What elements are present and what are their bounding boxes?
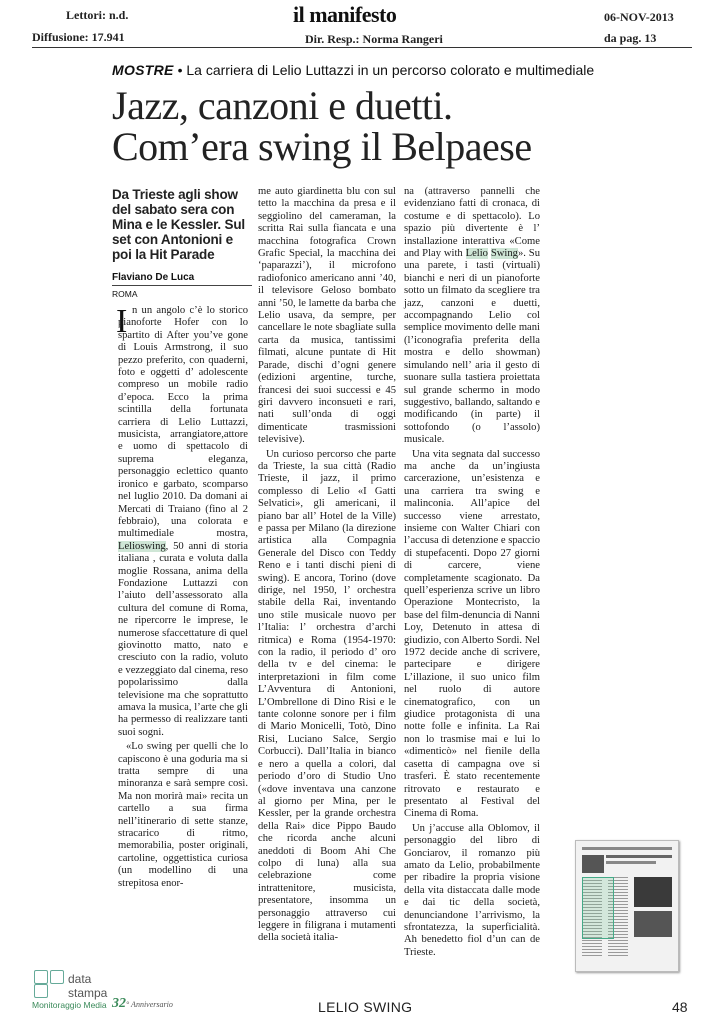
thumbnail-photo [634, 911, 672, 937]
paragraph: Una vita segnata dal successo ma anche da un’ingiusta carcerazione, un’esistenza e una carriera tra swing e malinconia. All’apice del successo viene arrestato, insieme con Walter Chiari con l’accusa di detenzione e spaccio di stupefacenti. Dopo 27 giorni di carcere, viene completamente scagionato. Da quell’esperienza scrive un libro Operazione Montecristo, la base del film-denuncia di Nanni Loy, Detenuto in attesa di giudizio, con Alberto Sordi. Nel 1972 decide anche di scrivere, partecipare e dirigere L’illazione, il suo unico film nel ruolo di autore cinematografico, con un giudice protagonista di una notte folle e infinita. La Rai non lo trasmise mai e lui lo «dimenticò» nel fienile della casetta di campagna ove si trasferì. È stato recentemente ritrovato e restaurato e presentato al Festival del Cinema di Roma. [404, 448, 540, 820]
article-column-3 [404, 186, 540, 959]
thumbnail-line [606, 855, 672, 858]
drop-cap: I [116, 303, 128, 340]
paragraph: n un angolo c’è lo storico pianoforte Hofer con lo spartito di After you’ve gone di Louis Armstrong, il suo pezzo preferito, con quaderni, foto e oggetti d’ adolescente compreso un mobile radio d’epoca. Ecco la prima scintilla della fortunata carriera di Lelio Luttazzi, musicista, arrangiatore,attore e uomo di spettacolo di suprema eleganza, personaggio eclettico quanto ironico e garbato, scomparso nel luglio 2010. Da domani ai Mercati di Traiano (fino al 2 febbraio), una colorata e multimediale mostra, Lelioswing, 50 anni di storia italiana , curata e voluta dalla moglie Rossana, anima della Fondazione Luttazzi con l’aiuto dell’assessorato alla cultura del comune di Roma, ne ripercorre le imprese, le numerose sfaccettature di quel giovinotto matto, nato e cresciuto con la radio, voluto e vezzeggiato dal cinema, reso popolarissimo dalla televisione ma che soprattutto amava la musica, l’arte che gli ha permesso di realizzare tanti suoi sogni. [118, 305, 248, 738]
highlighted-term: Lelioswing [118, 540, 166, 552]
circulation-label: Diffusione: 17.941 [32, 30, 125, 44]
section-kicker [112, 62, 672, 78]
paragraph: «Lo swing per quelli che lo capiscono è una goduria ma si tratta sempre di una minoranza e sarà sempre così. Ma non morirà mai» recita un cartello a sua firma nell’itinerario di sette stanze, stracarico di ritmo, memorabilia, poster originali, cartoline, oggettistica curiosa (un modellino di una strepitosa enor- [118, 741, 248, 889]
thumbnail-header [582, 847, 672, 850]
datastampa-logo [32, 968, 172, 1012]
article-subhead: Da Trieste agli show del sabato sera con Mina e le Kessler. Sul set con Antonioni e poi la Hit Parade [112, 187, 245, 262]
thumbnail-block [582, 855, 604, 873]
thumbnail-photo [634, 877, 672, 907]
readers-label: Lettori: n.d. [66, 8, 129, 22]
logo-square [34, 984, 48, 998]
highlighted-term: Swing [490, 248, 518, 260]
page-ref-label: da pag. 13 [604, 31, 657, 45]
newspaper-masthead: il manifesto [293, 2, 397, 27]
title-line-1: Jazz, canzoni e duetti. [112, 83, 453, 128]
dateline-city: ROMA [112, 289, 138, 299]
logo-word-1: data [68, 972, 92, 986]
clipping-header [0, 0, 723, 50]
article-column-1 [118, 305, 248, 890]
byline: Flaviano De Luca [112, 272, 195, 283]
thumbnail-article-highlight [582, 877, 614, 939]
paragraph: na (attraverso pannelli che evidenziano fatti di cronaca, di costume e di spettacolo). Lo spazio più divertente è l’ installazione interattiva «Come and Play with Lelio Swing». Su una parete, i tasti (virtuali) bianchi e neri di un pianoforte sotto un filmato da scegliere tra jazz, canzoni e duetti, accompagnando Lelio col semplice movimento delle mani (l’iconografia preferita della mostra e dello showman) simulando nell’ aria il gesto di suonare sulla tastiera proiettata sul grande schermo in modo suggestivo, ballando, saltando e modificando (in parte) il sottofondo (o l’assolo) musicale. [404, 186, 540, 446]
paragraph: me auto giardinetta blu con sul tetto la macchina da presa e il seggiolino del cameraman, la scritta Rai sulla fiancata e una macchina fotografica Crown Grafic Special, la macchina dei ‘paparazzi’), il microfono radiofonico americano anni ’40, il televisore Geloso bombato anni ’50, le lamette da barba che Lelio usava, da sempre, per cancellare le note sbagliate sulla carta da musica, tantissimi filmati, alcune puntate di Hit Parade, dischi d’ogni genere (edizioni argentine, turche, francesi dei suoi successi e 45 giri davvero inconsueti e rari, nati sull’onda di oggi dimenticate trasmissioni televisive). [258, 186, 396, 446]
section-name: MOSTRE [112, 62, 174, 78]
editor-label: Dir. Resp.: Norma Rangeri [305, 32, 443, 46]
logo-square [34, 970, 48, 984]
thumbnail-line [606, 861, 656, 864]
byline-rule [112, 285, 252, 286]
logo-word-2: stampa [68, 986, 108, 1000]
logo-square [50, 970, 64, 984]
kicker-text: • La carriera di Lelio Luttazzi in un percorso colorato e multimediale [173, 62, 595, 78]
paragraph: Un curioso percorso che parte da Trieste, la sua città (Radio Trieste, il jazz, il primo complesso di Lelio «I Gatti Selvatici», gli americani, il piano bar all’ Hotel de la Ville) e passa per Milano (la direzione artistica alla Compagnia Generale del Disco con Teddy Reno e i tanti dischi pieni di swing). E ancora, Torino (dove dirige, nel 1950, l’ orchestra stabile della Rai, inventando uno stile musicale nuovo per l’Italia: l’ orchestra d’archi ritmica) e Roma (1954-1970: con la radio, il periodo d’ oro della tv e del cinema: le interpretazioni in film come L’Avventura di Antonioni, L’Ombrellone di Dino Risi e le tante colonne sonore per i film di Mario Monicelli, Totò, Dino Risi, Luciano Salce, Sergio Corbucci). Dall’Italia in bianco e nero a quella a colori, dal periodo d’oro di Studio Uno («dove inventava una canzone al giorno per Mina, per le Kessler, per la grande orchestra della Rai» dice Pippo Baudo che ricorda anche alcuni aneddoti di Boom Ahi Che colpo di luna) alla sua celebrazione come intrattenitore, musicista, presentatore, insomma un personaggio attraverso cui leggere in filigrana i mutamenti della società italia- [258, 448, 396, 944]
article-column-2 [258, 186, 396, 945]
logo-tagline: Monitoraggio Media [32, 1000, 107, 1010]
page-thumbnail[interactable] [575, 840, 679, 972]
page-number: 48 [672, 999, 688, 1015]
header-divider [32, 47, 692, 48]
logo-anniversary: 32° Anniversario [112, 996, 173, 1011]
highlighted-term: Lelio [465, 248, 488, 260]
clipping-topic: LELIO SWING [318, 999, 413, 1015]
article-title [112, 85, 692, 167]
date-label: 06-NOV-2013 [604, 10, 674, 24]
title-line-2: Com’era swing il Belpaese [112, 124, 532, 169]
paragraph: Un j’accuse alla Oblomov, il personaggio del libro di Gonciarov, il romanzo più amato da Lelio, probabilmente per ribadire la propria visione della vita distaccata dalle mode e dai tic della società, denunciandone l’arrivismo, la sfrontatezza, la superficialità. Ah benedetto fiol d’un can de Trieste. [404, 822, 540, 958]
